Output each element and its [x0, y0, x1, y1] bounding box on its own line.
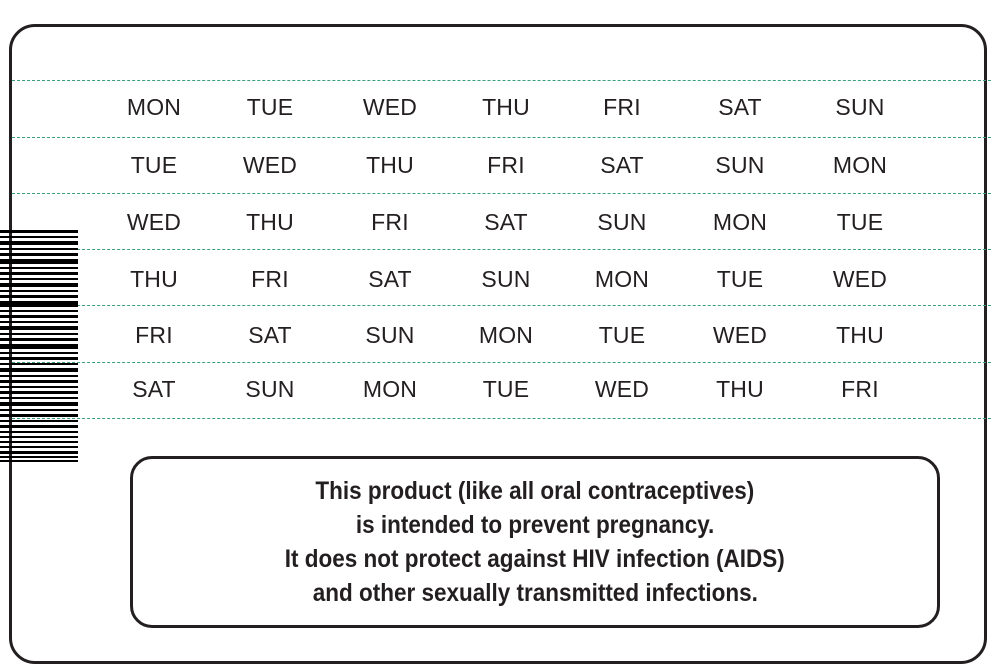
day-label: MON	[362, 376, 418, 402]
calendar-row	[0, 209, 991, 265]
day-label: WED	[126, 209, 182, 235]
barcode-stripe	[0, 456, 78, 458]
barcode-stripe	[0, 460, 78, 462]
calendar-row	[0, 266, 991, 322]
warning-notice-box	[130, 456, 940, 628]
day-label: WED	[362, 94, 418, 120]
row-separator	[12, 80, 991, 81]
day-label: TUE	[716, 266, 764, 292]
notice-line: and other sexually transmitted infections.	[312, 579, 758, 607]
day-label: MON	[594, 266, 650, 292]
day-label: FRI	[487, 152, 525, 178]
day-label: FRI	[603, 94, 641, 120]
day-label: SUN	[835, 94, 885, 120]
day-label: WED	[832, 266, 888, 292]
day-label: TUE	[836, 209, 884, 235]
day-label: TUE	[246, 94, 294, 120]
day-label: SUN	[365, 322, 415, 348]
day-label: MON	[478, 322, 534, 348]
day-label: TUE	[130, 152, 178, 178]
day-label: SUN	[715, 152, 765, 178]
day-label: WED	[594, 376, 650, 402]
day-label: FRI	[251, 266, 289, 292]
barcode-stripe	[0, 436, 78, 438]
day-label: SAT	[368, 266, 412, 292]
day-label: SAT	[248, 322, 292, 348]
day-label: SUN	[481, 266, 531, 292]
day-label: FRI	[135, 322, 173, 348]
day-label: THU	[246, 209, 294, 235]
day-label: THU	[130, 266, 178, 292]
barcode-stripe	[0, 451, 78, 454]
calendar-row	[0, 94, 991, 150]
calendar-row	[0, 376, 991, 432]
day-label: FRI	[841, 376, 879, 402]
calendar-row	[0, 152, 991, 208]
day-label: SAT	[484, 209, 528, 235]
day-label: WED	[712, 322, 768, 348]
day-label: MON	[126, 94, 182, 120]
day-label: WED	[242, 152, 298, 178]
day-label: MON	[712, 209, 768, 235]
barcode-stripe	[0, 441, 78, 443]
notice-line: This product (like all oral contraceptives)	[315, 477, 755, 505]
day-label: SAT	[718, 94, 762, 120]
day-label: THU	[366, 152, 414, 178]
day-label: SUN	[245, 376, 295, 402]
day-label: SAT	[600, 152, 644, 178]
day-label: TUE	[482, 376, 530, 402]
day-label: SAT	[132, 376, 176, 402]
notice-line: It does not protect against HIV infection (AIDS)	[284, 545, 786, 573]
day-label: TUE	[598, 322, 646, 348]
day-label: THU	[836, 322, 884, 348]
day-label: MON	[832, 152, 888, 178]
notice-line: is intended to prevent pregnancy.	[355, 511, 715, 539]
barcode-stripe	[0, 446, 78, 448]
day-label: FRI	[371, 209, 409, 235]
day-label: THU	[716, 376, 764, 402]
day-label: SUN	[597, 209, 647, 235]
day-label: THU	[482, 94, 530, 120]
calendar-row	[0, 322, 991, 378]
